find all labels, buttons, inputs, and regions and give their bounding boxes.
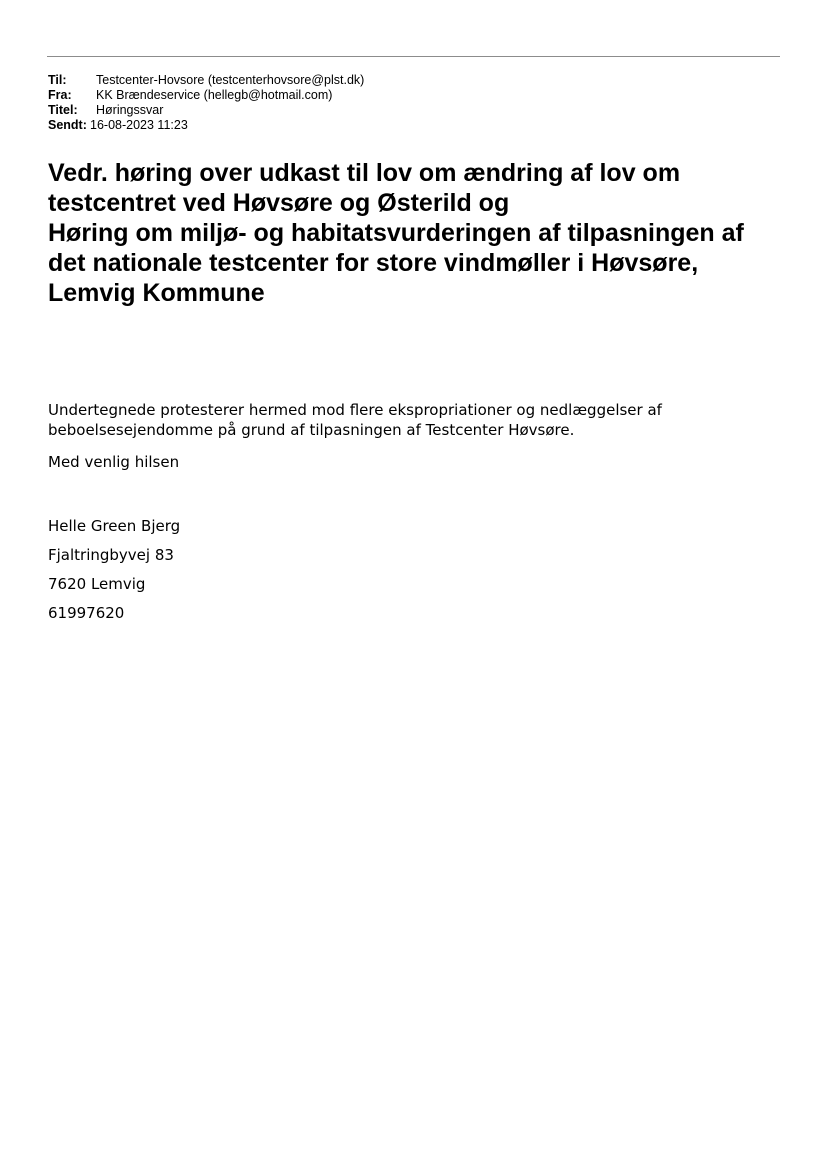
email-subject <box>48 158 788 308</box>
to-value: Testcenter-Hovsore (testcenterhovsore@plst.dk) <box>96 73 365 87</box>
from-label: Fra: <box>48 88 72 102</box>
from-row <box>48 88 364 103</box>
subject-line: Høring om miljø- og habitatsvurderingen af tilpasningen af <box>48 219 744 247</box>
email-body <box>48 400 768 472</box>
from-value: KK Brændeservice (hellegb@hotmail.com) <box>96 88 333 102</box>
signature-name: Helle Green Bjerg <box>48 517 181 535</box>
signature-street: Fjaltringbyvej 83 <box>48 546 174 564</box>
subject-line: Lemvig Kommune <box>48 279 265 307</box>
to-label: Til: <box>48 73 67 87</box>
title-row <box>48 103 364 118</box>
sent-value: 16-08-2023 11:23 <box>90 118 188 132</box>
signature-city: 7620 Lemvig <box>48 575 146 593</box>
body-line: beboelsesejendomme på grund af tilpasningen af Testcenter Høvsøre. <box>48 421 575 439</box>
subject-line: testcentret ved Høvsøre og Østerild og <box>48 189 510 217</box>
header-divider <box>47 56 780 57</box>
closing-greeting: Med venlig hilsen <box>48 453 180 471</box>
email-header <box>48 73 364 133</box>
title-value: Høringssvar <box>96 103 164 117</box>
subject-line: Vedr. høring over udkast til lov om ændring af lov om <box>48 159 681 187</box>
signature-block <box>48 512 180 628</box>
signature-phone: 61997620 <box>48 604 125 622</box>
title-label: Titel: <box>48 103 78 117</box>
sent-label: Sendt: <box>48 118 87 132</box>
sent-row <box>48 118 364 133</box>
body-paragraph <box>48 400 768 440</box>
subject-line: det nationale testcenter for store vindmøller i Høvsøre, <box>48 249 699 277</box>
to-row <box>48 73 364 88</box>
body-line: Undertegnede protesterer hermed mod flere ekspropriationer og nedlæggelser af <box>48 401 662 419</box>
